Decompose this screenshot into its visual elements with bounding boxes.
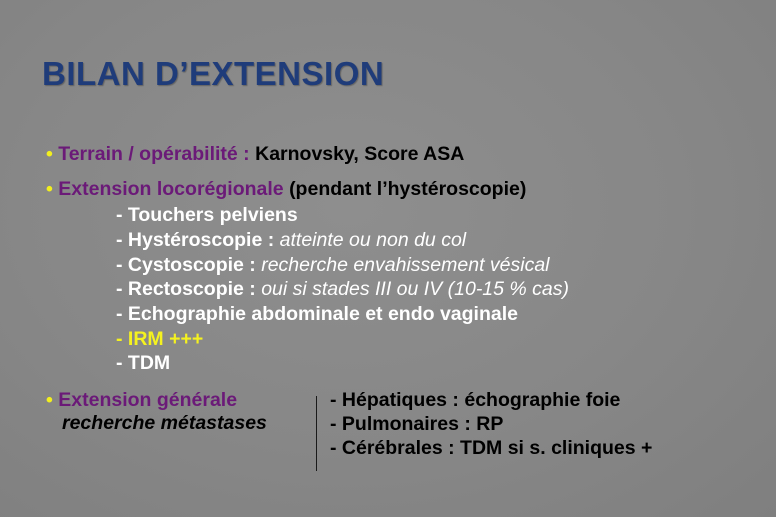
terrain-value: Karnovsky, Score ASA [255, 143, 465, 165]
slide-title: BILAN D’EXTENSION [42, 55, 385, 92]
locoregional-label: Extension locorégionale [58, 178, 284, 200]
list-item [116, 277, 569, 301]
locoregional-line [46, 177, 526, 201]
item-detail: recherche envahissement vésical [261, 254, 550, 276]
item-text: - Cystoscopie : [116, 254, 256, 276]
divider [316, 396, 317, 471]
item-text: - Rectoscopie : [116, 278, 256, 300]
list-item [116, 203, 298, 227]
item-text: - Hystéroscopie : [116, 229, 275, 251]
terrain-label: Terrain / opérabilité : [58, 143, 250, 165]
generale-line [46, 388, 237, 412]
generale-label: Extension générale [58, 389, 238, 411]
list-item [116, 253, 550, 277]
list-item: - Pulmonaires : RP [330, 413, 504, 435]
item-text: - TDM [116, 352, 171, 374]
item-text: - IRM +++ [116, 328, 204, 350]
list-item: - Hépatiques : échographie foie [330, 389, 621, 411]
bullet-icon: • [46, 143, 53, 165]
bullet-icon: • [46, 389, 53, 411]
item-text: - Touchers pelviens [116, 204, 298, 226]
locoregional-qualifier: (pendant l’hystéroscopie) [289, 178, 527, 200]
bullet-icon: • [46, 178, 53, 200]
list-item [116, 228, 466, 252]
list-item: - Cérébrales : TDM si s. cliniques + [330, 437, 653, 459]
item-text: - Echographie abdominale et endo vaginale [116, 303, 518, 325]
list-item-highlight [116, 327, 203, 351]
item-detail: atteinte ou non du col [279, 229, 467, 251]
item-detail: oui si stades III ou IV (10-15 % cas) [261, 278, 570, 300]
generale-sublabel: recherche métastases [62, 412, 267, 434]
list-item [116, 302, 518, 326]
list-item [116, 351, 170, 375]
terrain-line [46, 142, 464, 166]
